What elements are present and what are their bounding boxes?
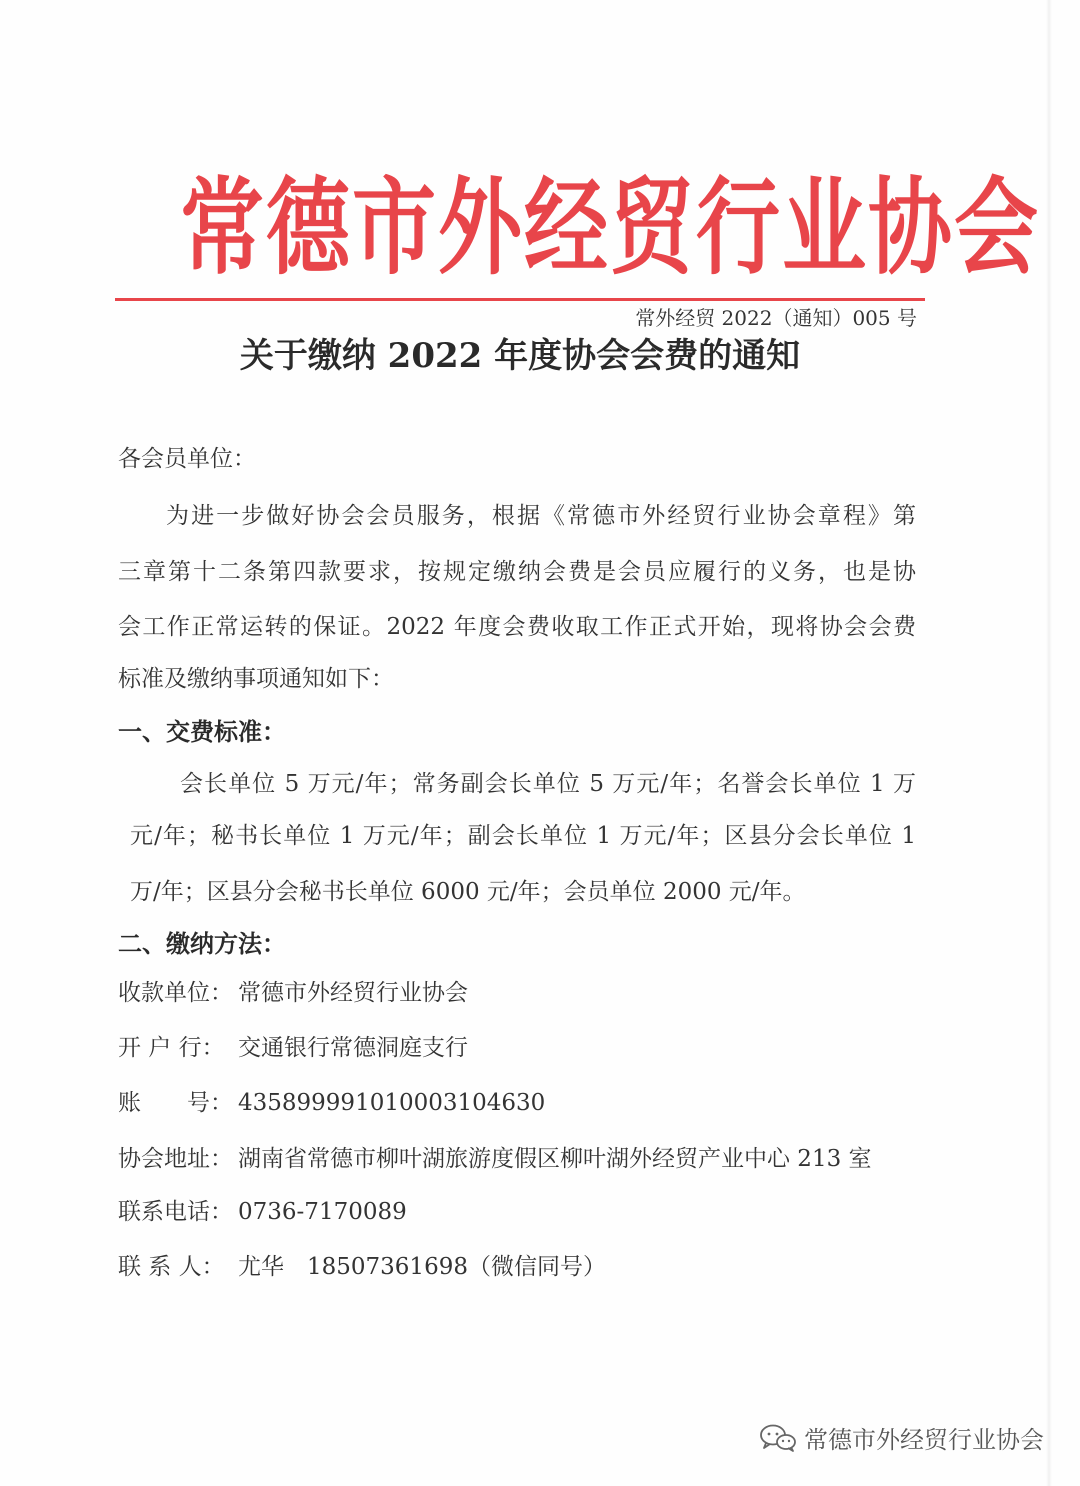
- document-title: 关于缴纳 2022 年度协会会费的通知: [239, 336, 801, 376]
- payee-value: 常德市外经贸行业协会: [238, 980, 468, 1006]
- bank-row: [118, 1032, 468, 1064]
- salutation: 各会员单位：: [118, 446, 256, 472]
- fee-line-3: 万/年；区县分会秘书长单位 6000 元/年；会员单位 2000 元/年。: [130, 879, 806, 905]
- letterhead-org-name: 常德市外经贸行业协会: [180, 166, 1041, 289]
- contact-row: [118, 1251, 606, 1283]
- wechat-icon: [758, 1423, 798, 1453]
- fee-line-2: 元/年；秘书长单位 1 万元/年；副会长单位 1 万元/年；区县分会长单位 1: [130, 823, 916, 849]
- section1-heading: 一、交费标准：: [118, 718, 286, 746]
- intro-line-4: 标准及缴纳事项通知如下：: [118, 666, 394, 692]
- intro-line-1: 为进一步做好协会会员服务，根据《常德市外经贸行业协会章程》第: [166, 503, 916, 529]
- document-number: 常外经贸 2022（通知）005 号: [635, 306, 917, 330]
- account-value: 435899991010003104630: [238, 1090, 546, 1116]
- page-edge-shadow: [1046, 0, 1052, 1486]
- bank-label: 开 户 行：: [118, 1035, 225, 1061]
- address-value: 湖南省常德市柳叶湖旅游度假区柳叶湖外经贸产业中心 213 室: [238, 1146, 872, 1172]
- payee-label: 收款单位：: [118, 980, 233, 1006]
- wechat-watermark: [758, 1420, 1044, 1455]
- bank-value: 交通银行常德洞庭支行: [238, 1035, 468, 1061]
- address-row: [118, 1143, 872, 1175]
- letterhead-red-rule: [115, 298, 925, 301]
- intro-line-2: 三章第十二条第四款要求，按规定缴纳会费是会员应履行的义务，也是协: [118, 559, 916, 585]
- watermark-text: 常德市外经贸行业协会: [804, 1426, 1044, 1454]
- phone-label: 联系电话：: [118, 1199, 233, 1225]
- intro-line-3: 会工作正常运转的保证。2022 年度会费收取工作正式开始，现将协会会费: [118, 614, 916, 640]
- phone-value: 0736-7170089: [238, 1199, 407, 1225]
- account-row: [118, 1087, 545, 1119]
- fee-line-1: 会长单位 5 万元/年；常务副会长单位 5 万元/年；名誉会长单位 1 万: [180, 771, 916, 797]
- account-label: 账 号：: [118, 1090, 233, 1116]
- phone-row: [118, 1196, 407, 1228]
- section2-heading: 二、缴纳方法：: [118, 930, 286, 958]
- contact-value: 尤华 18507361698（微信同号）: [238, 1254, 606, 1280]
- payee-row: [118, 977, 468, 1009]
- contact-label: 联 系 人：: [118, 1254, 225, 1280]
- address-label: 协会地址：: [118, 1146, 233, 1172]
